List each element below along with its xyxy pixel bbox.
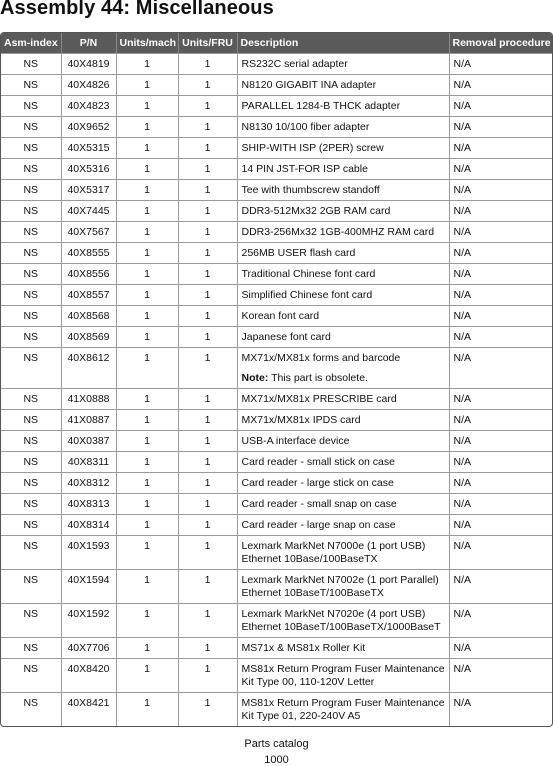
cell-removal-procedure: N/A [449,452,552,473]
part-note [242,372,446,385]
table-row [1,75,552,96]
column-header-description: Description [237,33,449,54]
description-line-2: Ethernet 10Base/100BaseTX [241,553,378,565]
table-row [1,222,552,243]
cell-units-per-machine: 1 [116,389,178,410]
cell-asm-index: NS [1,473,61,494]
cell-units-per-machine: 1 [116,452,178,473]
cell-removal-procedure: N/A [449,264,552,285]
table-row [1,201,552,222]
description-line: Card reader - small snap on case [241,498,397,510]
cell-removal-procedure: N/A [449,638,552,659]
cell-units-per-fru: 1 [178,264,237,285]
cell-asm-index: NS [1,285,61,306]
cell-description [237,604,449,638]
cell-units-per-machine: 1 [116,243,178,264]
cell-units-per-fru: 1 [178,54,237,75]
cell-units-per-fru: 1 [178,222,237,243]
cell-units-per-machine: 1 [116,431,178,452]
cell-units-per-fru: 1 [178,306,237,327]
table-row [1,327,552,348]
description-line-2: Ethernet 10BaseT/100BaseTX [241,587,384,599]
cell-part-number: 40X8311 [61,452,116,473]
table-row [1,659,552,693]
cell-units-per-machine: 1 [116,536,178,570]
cell-asm-index: NS [1,570,61,604]
description-line: N8130 10/100 fiber adapter [241,121,370,133]
table-row [1,389,552,410]
column-header-removal-procedure: Removal procedure [449,33,552,54]
description-line: 14 PIN JST-FOR ISP cable [241,163,368,175]
cell-description [237,306,449,327]
description-line: MS71x & MS81x Roller Kit [241,642,366,654]
parts-table-container [0,32,553,727]
cell-part-number: 40X8421 [61,693,116,727]
description-line-2: Kit Type 00, 110-120V Letter [241,676,375,688]
cell-units-per-machine: 1 [116,201,178,222]
table-row [1,138,552,159]
table-row [1,180,552,201]
cell-part-number: 40X9652 [61,117,116,138]
cell-units-per-fru: 1 [178,138,237,159]
cell-units-per-fru: 1 [178,570,237,604]
description-line: Card reader - large snap on case [241,519,396,531]
table-row [1,410,552,431]
cell-removal-procedure: N/A [449,659,552,693]
cell-units-per-fru: 1 [178,75,237,96]
cell-units-per-fru: 1 [178,243,237,264]
description-line: N8120 GIGABIT INA adapter [241,79,377,91]
cell-asm-index: NS [1,222,61,243]
cell-asm-index: NS [1,264,61,285]
cell-units-per-fru: 1 [178,536,237,570]
cell-units-per-fru: 1 [178,327,237,348]
cell-part-number: 40X7445 [61,201,116,222]
cell-removal-procedure: N/A [449,473,552,494]
note-text: This part is obsolete. [268,372,368,384]
table-row [1,693,552,727]
description-line: DDR3-512Mx32 2GB RAM card [241,205,391,217]
description-line: MS81x Return Program Fuser Maintenance [241,663,445,675]
cell-description [237,693,449,727]
cell-units-per-machine: 1 [116,180,178,201]
cell-part-number: 40X5316 [61,159,116,180]
cell-removal-procedure: N/A [449,693,552,727]
cell-units-per-fru: 1 [178,604,237,638]
description-line: MX71x/MX81x forms and barcode [241,352,401,364]
cell-description [237,138,449,159]
cell-units-per-machine: 1 [116,638,178,659]
cell-removal-procedure: N/A [449,327,552,348]
cell-removal-procedure: N/A [449,96,552,117]
cell-asm-index: NS [1,180,61,201]
cell-description [237,348,449,389]
cell-removal-procedure: N/A [449,222,552,243]
table-row [1,494,552,515]
cell-asm-index: NS [1,96,61,117]
cell-description [237,264,449,285]
cell-removal-procedure: N/A [449,138,552,159]
table-row [1,285,552,306]
cell-units-per-machine: 1 [116,494,178,515]
cell-removal-procedure: N/A [449,159,552,180]
cell-description [237,327,449,348]
cell-removal-procedure: N/A [449,410,552,431]
cell-units-per-machine: 1 [116,693,178,727]
cell-units-per-fru: 1 [178,638,237,659]
cell-part-number: 40X1594 [61,570,116,604]
cell-asm-index: NS [1,327,61,348]
cell-units-per-machine: 1 [116,515,178,536]
table-row [1,570,552,604]
cell-units-per-machine: 1 [116,306,178,327]
cell-part-number: 40X8556 [61,264,116,285]
column-header-part-number: P/N [61,33,116,54]
cell-units-per-fru: 1 [178,494,237,515]
cell-description [237,54,449,75]
cell-description [237,159,449,180]
cell-description [237,494,449,515]
table-row [1,431,552,452]
cell-asm-index: NS [1,54,61,75]
description-line: MX71x/MX81x PRESCRIBE card [241,393,397,405]
cell-asm-index: NS [1,638,61,659]
cell-description [237,638,449,659]
cell-asm-index: NS [1,159,61,180]
cell-units-per-fru: 1 [178,117,237,138]
cell-asm-index: NS [1,659,61,693]
cell-description [237,285,449,306]
cell-asm-index: NS [1,410,61,431]
page-number: 1000 [264,754,289,766]
table-header-row [1,33,552,54]
table-row [1,452,552,473]
cell-units-per-machine: 1 [116,54,178,75]
cell-units-per-machine: 1 [116,570,178,604]
cell-units-per-machine: 1 [116,604,178,638]
description-line: Card reader - large stick on case [241,477,394,489]
cell-units-per-fru: 1 [178,473,237,494]
cell-part-number: 40X8312 [61,473,116,494]
column-header-asm-index: Asm-index [1,33,61,54]
cell-part-number: 40X4819 [61,54,116,75]
description-line: MX71x/MX81x IPDS card [241,414,361,426]
description-line: 256MB USER flash card [241,247,356,259]
cell-units-per-machine: 1 [116,138,178,159]
description-line: RS232C serial adapter [241,58,348,70]
description-line: Card reader - small stick on case [241,456,395,468]
cell-part-number: 40X8420 [61,659,116,693]
cell-units-per-machine: 1 [116,96,178,117]
cell-asm-index: NS [1,75,61,96]
table-row [1,243,552,264]
description-line: Traditional Chinese font card [241,268,376,280]
description-line: MS81x Return Program Fuser Maintenance [241,697,445,709]
column-header-units-per-fru: Units/FRU [178,33,237,54]
cell-description [237,96,449,117]
cell-description [237,536,449,570]
table-row [1,306,552,327]
table-row [1,264,552,285]
cell-part-number: 41X0888 [61,389,116,410]
cell-units-per-fru: 1 [178,659,237,693]
cell-removal-procedure: N/A [449,180,552,201]
cell-removal-procedure: N/A [449,389,552,410]
cell-part-number: 40X8555 [61,243,116,264]
cell-removal-procedure: N/A [449,117,552,138]
cell-part-number: 41X0887 [61,410,116,431]
cell-units-per-machine: 1 [116,264,178,285]
cell-units-per-machine: 1 [116,75,178,96]
cell-removal-procedure: N/A [449,348,552,389]
cell-units-per-fru: 1 [178,389,237,410]
cell-units-per-fru: 1 [178,96,237,117]
cell-description [237,180,449,201]
cell-units-per-machine: 1 [116,473,178,494]
description-line: Lexmark MarkNet N7020e (4 port USB) [241,608,426,620]
cell-units-per-machine: 1 [116,117,178,138]
cell-description [237,201,449,222]
cell-units-per-machine: 1 [116,159,178,180]
cell-removal-procedure: N/A [449,201,552,222]
description-line: Japanese font card [241,331,331,343]
page-title: Assembly 44: Miscellaneous [0,0,274,19]
cell-part-number: 40X5317 [61,180,116,201]
description-line: PARALLEL 1284-B THCK adapter [241,100,401,112]
cell-units-per-fru: 1 [178,431,237,452]
cell-removal-procedure: N/A [449,75,552,96]
cell-units-per-machine: 1 [116,327,178,348]
cell-part-number: 40X0387 [61,431,116,452]
cell-description [237,75,449,96]
cell-description [237,659,449,693]
parts-table [1,33,552,726]
cell-description [237,243,449,264]
cell-asm-index: NS [1,306,61,327]
cell-description [237,431,449,452]
cell-units-per-fru: 1 [178,410,237,431]
cell-removal-procedure: N/A [449,243,552,264]
cell-units-per-machine: 1 [116,222,178,243]
cell-units-per-fru: 1 [178,452,237,473]
cell-part-number: 40X8568 [61,306,116,327]
cell-description [237,389,449,410]
cell-asm-index: NS [1,515,61,536]
table-row [1,536,552,570]
cell-asm-index: NS [1,243,61,264]
table-row [1,117,552,138]
cell-units-per-fru: 1 [178,515,237,536]
cell-part-number: 40X1593 [61,536,116,570]
cell-part-number: 40X4826 [61,75,116,96]
table-row [1,159,552,180]
note-label: Note: [241,372,269,384]
description-line: DDR3-256Mx32 1GB-400MHZ RAM card [241,226,435,238]
cell-part-number: 40X7567 [61,222,116,243]
cell-removal-procedure: N/A [449,570,552,604]
cell-removal-procedure: N/A [449,431,552,452]
cell-units-per-fru: 1 [178,201,237,222]
cell-asm-index: NS [1,693,61,727]
cell-description [237,473,449,494]
cell-asm-index: NS [1,389,61,410]
cell-part-number: 40X5315 [61,138,116,159]
description-line-2: Ethernet 10BaseT/100BaseTX/1000BaseT [241,621,441,633]
cell-asm-index: NS [1,452,61,473]
cell-units-per-fru: 1 [178,693,237,727]
cell-part-number: 40X4823 [61,96,116,117]
cell-part-number: 40X8557 [61,285,116,306]
cell-description [237,117,449,138]
table-row [1,54,552,75]
cell-units-per-machine: 1 [116,659,178,693]
cell-units-per-machine: 1 [116,285,178,306]
cell-description [237,452,449,473]
column-header-units-per-machine: Units/mach [116,33,178,54]
cell-removal-procedure: N/A [449,54,552,75]
cell-removal-procedure: N/A [449,604,552,638]
description-line: Lexmark MarkNet N7002e (1 port Parallel) [241,574,439,586]
cell-units-per-machine: 1 [116,410,178,431]
cell-part-number: 40X1592 [61,604,116,638]
cell-asm-index: NS [1,117,61,138]
cell-units-per-fru: 1 [178,180,237,201]
cell-removal-procedure: N/A [449,515,552,536]
cell-asm-index: NS [1,201,61,222]
description-line: Tee with thumbscrew standoff [241,184,380,196]
cell-removal-procedure: N/A [449,494,552,515]
description-line: Lexmark MarkNet N7000e (1 port USB) [241,540,426,552]
cell-part-number: 40X8313 [61,494,116,515]
cell-units-per-machine: 1 [116,348,178,389]
footer-label: Parts catalog [244,738,309,750]
cell-description [237,222,449,243]
table-row [1,348,552,389]
cell-units-per-fru: 1 [178,348,237,389]
table-row [1,638,552,659]
description-line: USB-A interface device [241,435,350,447]
cell-asm-index: NS [1,138,61,159]
cell-asm-index: NS [1,494,61,515]
cell-part-number: 40X8314 [61,515,116,536]
table-row [1,604,552,638]
cell-units-per-fru: 1 [178,285,237,306]
cell-removal-procedure: N/A [449,306,552,327]
cell-part-number: 40X8569 [61,327,116,348]
cell-units-per-fru: 1 [178,159,237,180]
cell-asm-index: NS [1,604,61,638]
cell-removal-procedure: N/A [449,536,552,570]
cell-part-number: 40X8612 [61,348,116,389]
table-row [1,96,552,117]
table-body [1,54,552,727]
cell-asm-index: NS [1,431,61,452]
description-line: Simplified Chinese font card [241,289,373,301]
cell-description [237,515,449,536]
cell-description [237,410,449,431]
cell-part-number: 40X7706 [61,638,116,659]
table-row [1,473,552,494]
description-line-2: Kit Type 01, 220-240V A5 [241,710,361,722]
cell-description [237,570,449,604]
cell-asm-index: NS [1,536,61,570]
cell-asm-index: NS [1,348,61,389]
description-line: Korean font card [241,310,320,322]
table-row [1,515,552,536]
cell-removal-procedure: N/A [449,285,552,306]
description-line: SHIP-WITH ISP (2PER) screw [241,142,384,154]
